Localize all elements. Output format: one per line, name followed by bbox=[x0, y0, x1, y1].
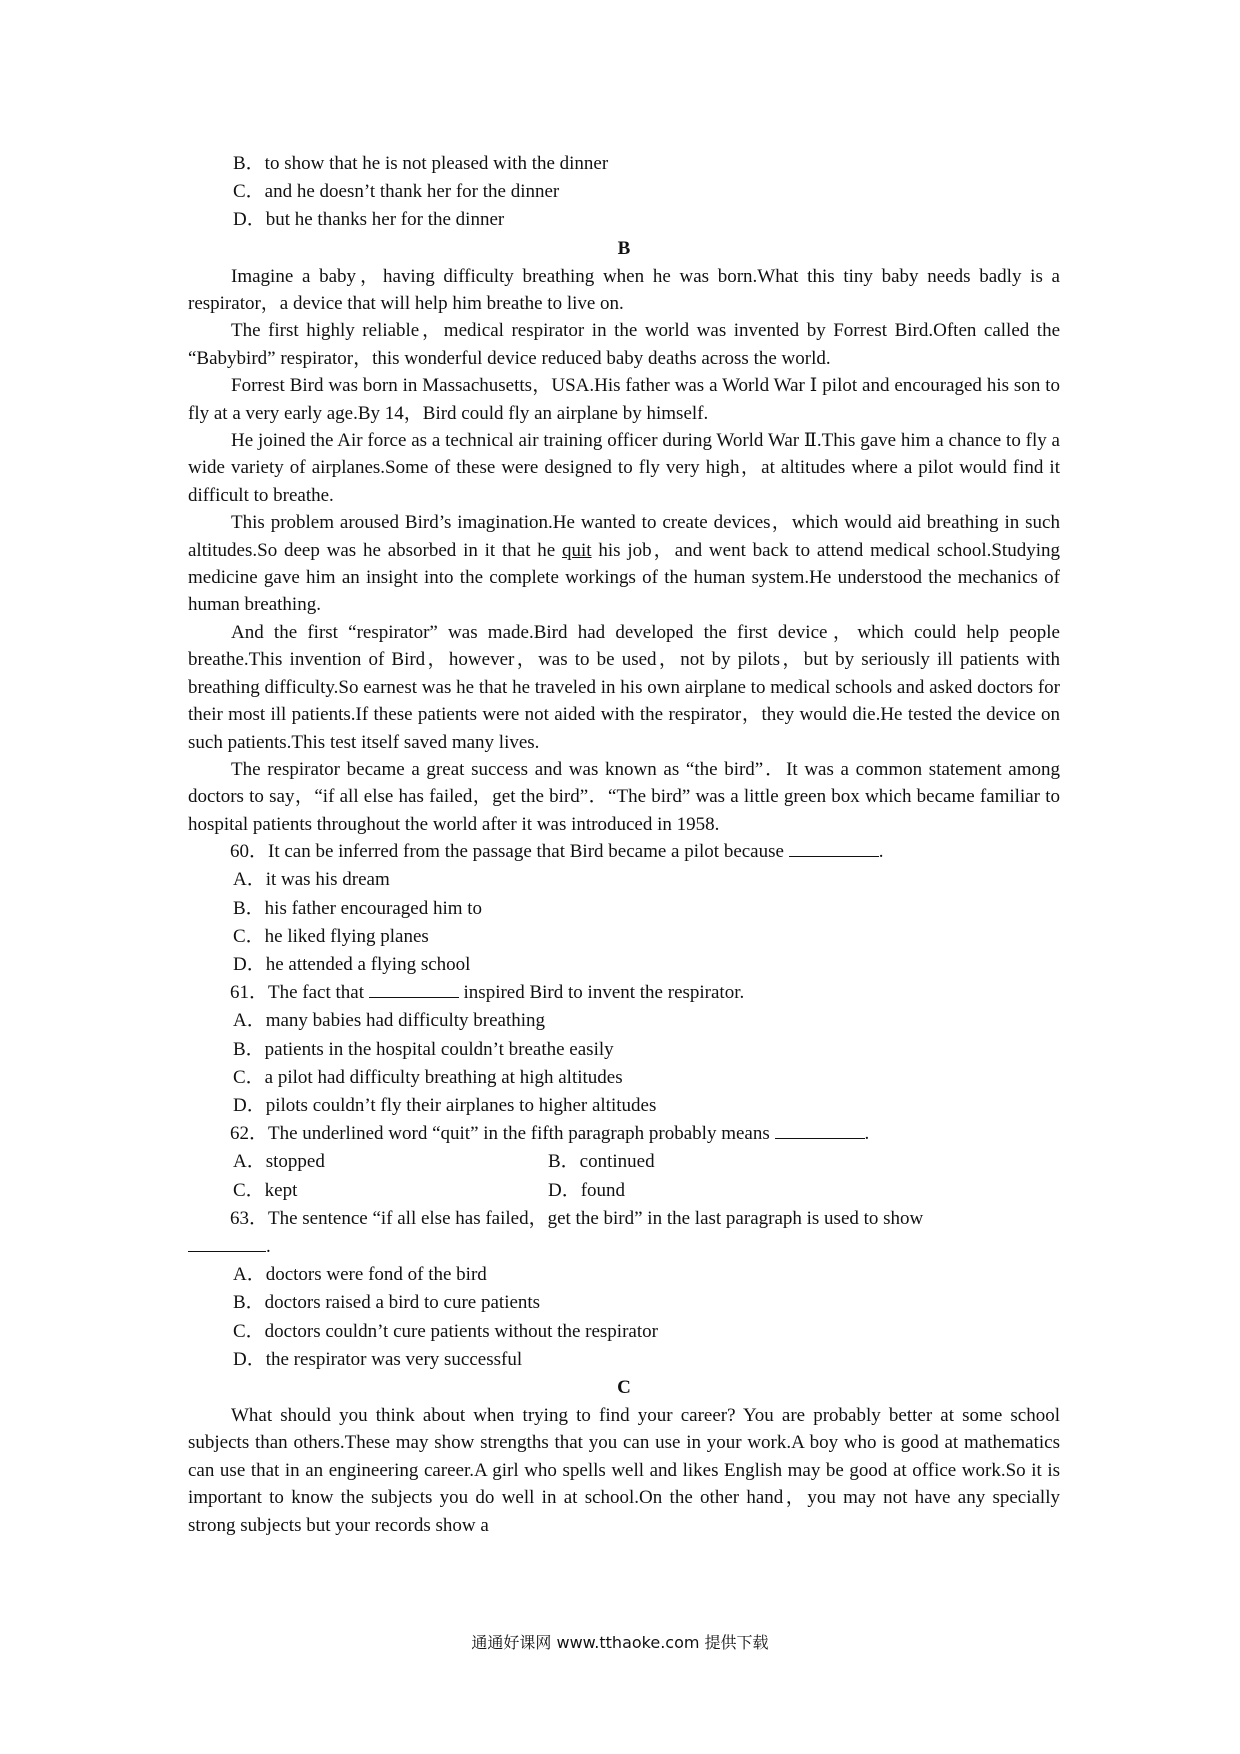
passage-b-paragraph-2: The first highly reliable，medical respirator in the world was invented by Forrest Bird.Often called the “Babybird” respirator，this wonderful device reduced baby deaths across the world. bbox=[188, 320, 1060, 369]
question-62-end: . bbox=[864, 1123, 870, 1145]
question-63-option-c: C．doctors couldn’t cure patients without the respirator bbox=[233, 1320, 658, 1342]
passage-b-paragraph-7: The respirator became a great success and was known as “the bird”．It was a common statement among doctors to say，“if all else has failed，get the bird”．“The bird” was a little green box which became familiar to hospital patients throughout the world after it was introduced in 1958. bbox=[188, 758, 1060, 835]
question-62-option-b: B．continued bbox=[548, 1151, 655, 1173]
passage-b-paragraph-5 bbox=[188, 509, 1060, 619]
question-62-text: 62．The underlined word “quit” in the fifth paragraph probably means bbox=[230, 1123, 775, 1145]
top-option-c: C．and he doesn’t thank her for the dinner bbox=[233, 181, 560, 203]
passage-b-paragraph-4: He joined the Air force as a technical air training officer during World War Ⅱ.This gave him a chance to fly a wide variety of airplanes.Some of these were designed to fly very high，at altitudes where a pilot would find it difficult to breathe. bbox=[188, 430, 1060, 506]
question-61-stem bbox=[188, 979, 1060, 1007]
underlined-word-quit: quit bbox=[562, 539, 592, 561]
question-62-options-row-1 bbox=[188, 1148, 1060, 1176]
question-63-option-d: D．the respirator was very successful bbox=[233, 1348, 523, 1370]
answer-blank bbox=[775, 1120, 865, 1139]
answer-blank bbox=[369, 979, 459, 998]
question-61-option-c: C．a pilot had difficulty breathing at high altitudes bbox=[233, 1066, 623, 1088]
question-61-option-d: D．pilots couldn’t fly their airplanes to higher altitudes bbox=[233, 1094, 657, 1116]
section-b-heading: B bbox=[617, 237, 631, 259]
question-60-option-b: B．his father encouraged him to bbox=[233, 897, 483, 919]
question-60-end: . bbox=[878, 841, 884, 863]
question-62-options-row-2 bbox=[188, 1177, 1060, 1205]
question-60-stem bbox=[188, 838, 1060, 866]
paragraph-5-text-after: his job，and went back to attend medical school.Studying medicine gave him an insight into the complete workings of the human system.He understood the mechanics of human breathing. bbox=[188, 539, 1060, 616]
question-61-text: 61．The fact that bbox=[230, 982, 369, 1004]
top-option-b: B．to show that he is not pleased with the dinner bbox=[233, 153, 609, 174]
question-62-stem bbox=[188, 1120, 1060, 1148]
page-footer: 通通好课网 www.tthaoke.com 提供下载 bbox=[471, 1633, 769, 1652]
passage-c-paragraph-1: What should you think about when trying to find your career? You are probably better at some school subjects than others.These may show strengths that you can use in your work.A boy who is good at mathematics can use that in an engineering career.A girl who spells well and likes English may be good at office work.So it is important to know the subjects you do well in at school.On the other hand，you may not have any specially strong subjects but your records show a bbox=[188, 1405, 1060, 1536]
question-62-option-a: A．stopped bbox=[233, 1151, 325, 1173]
question-61-option-a: A．many babies had difficulty breathing bbox=[233, 1010, 546, 1032]
passage-b-paragraph-1: Imagine a baby，having difficulty breathing when he was born.What this tiny baby needs badly is a respirator，a device that will help him breathe to live on. bbox=[188, 265, 1060, 315]
question-61-option-b: B．patients in the hospital couldn’t breathe easily bbox=[233, 1038, 614, 1060]
paragraph-5-text-before: This problem aroused Bird’s imagination.He wanted to create devices，which would aid breathing in such altitudes.So deep was he absorbed in it that he bbox=[188, 512, 1060, 561]
question-63-end: . bbox=[266, 1235, 271, 1257]
answer-blank bbox=[789, 838, 879, 857]
question-62-option-d: D．found bbox=[548, 1179, 626, 1201]
passage-b-paragraph-6: And the first “respirator” was made.Bird had developed the first device，which could help people breathe.This invention of Bird，however，was to be used，not by pilots，but by seriously ill patients with breathing difficulty.So earnest was he that he traveled in his own airplane to medical schools and asked doctors for their most ill patients.If these patients were not aided with the respirator，they would die.He tested the device on such patients.This test itself saved many lives. bbox=[188, 621, 1060, 753]
question-62-option-c: C．kept bbox=[233, 1179, 298, 1201]
question-60-option-d: D．he attended a flying school bbox=[233, 953, 471, 975]
section-c-heading: C bbox=[617, 1377, 631, 1398]
passage-b-paragraph-3: Forrest Bird was born in Massachusetts，USA.His father was a World War Ⅰ pilot and encouraged his son to fly at a very early age.By 14，Bird could fly an airplane by himself. bbox=[188, 375, 1060, 424]
question-61-end: inspired Bird to invent the respirator. bbox=[458, 982, 745, 1004]
question-60-text: 60．It can be inferred from the passage that Bird became a pilot because bbox=[230, 841, 789, 863]
question-63-option-a: A．doctors were fond of the bird bbox=[233, 1264, 487, 1286]
answer-blank bbox=[188, 1233, 266, 1252]
question-60-option-c: C．he liked flying planes bbox=[233, 925, 429, 947]
question-63-option-b: B．doctors raised a bird to cure patients bbox=[233, 1292, 541, 1314]
question-63-blank-line bbox=[188, 1233, 1060, 1261]
top-option-d: D．but he thanks her for the dinner bbox=[233, 209, 505, 231]
question-63-stem: 63．The sentence “if all else has failed，get the bird” in the last paragraph is used to show bbox=[230, 1207, 924, 1229]
document-page bbox=[188, 150, 1060, 1539]
question-60-option-a: A．it was his dream bbox=[233, 869, 390, 891]
